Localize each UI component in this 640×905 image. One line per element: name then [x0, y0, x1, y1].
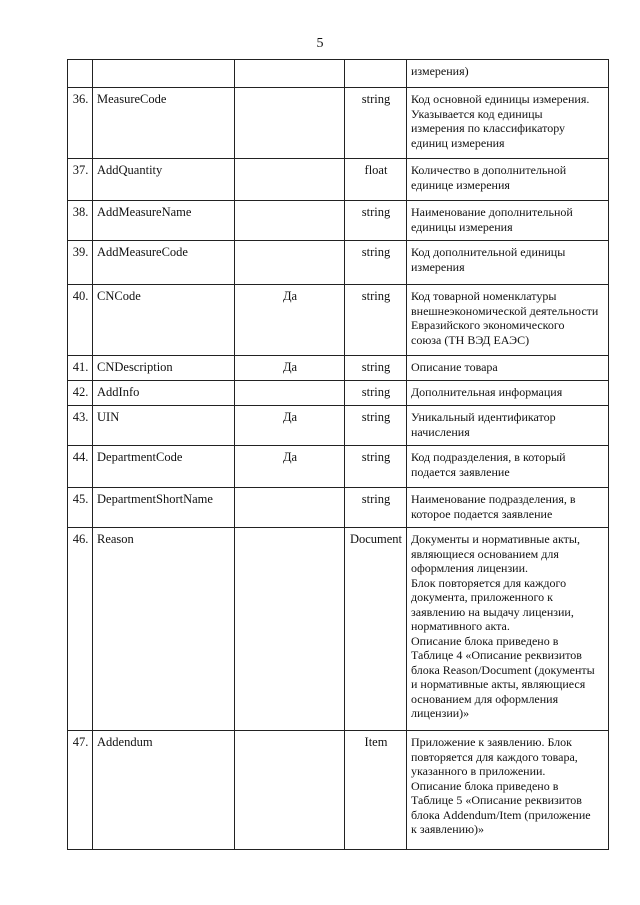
field-description — [407, 731, 609, 850]
description-line: к заявлению)» — [411, 822, 485, 836]
description-line: документа, приложенного к — [411, 590, 553, 604]
description-line: оформления лицензии. — [411, 561, 529, 575]
table-row — [68, 446, 609, 488]
row-number: 37. — [68, 159, 93, 201]
required-flag — [235, 159, 345, 201]
description-line: Описание блока приведено в — [411, 633, 559, 648]
description-line: Код дополнительной единицы — [411, 245, 566, 259]
field-type: Item — [345, 731, 407, 850]
description-line: Приложение к заявлению. Блок — [411, 735, 573, 749]
table-row — [68, 528, 609, 731]
description-line: Евразийского экономического — [411, 318, 565, 332]
description-line: являющиеся основанием для — [411, 546, 559, 561]
field-type: string — [345, 381, 407, 406]
description-line: единиц измерения — [411, 135, 505, 150]
description-line: единице измерения — [411, 177, 510, 192]
table-row — [68, 381, 609, 406]
table-row — [68, 241, 609, 285]
description-line: измерения — [411, 259, 465, 274]
required-flag — [235, 88, 345, 159]
field-description — [407, 241, 609, 285]
description-line: Дополнительная информация — [411, 385, 563, 399]
row-number: 47. — [68, 731, 93, 850]
required-flag — [235, 201, 345, 241]
required-flag: Да — [235, 406, 345, 446]
description-line: и нормативные акты, являющиеся — [411, 677, 586, 691]
description-line: указанного в приложении. — [411, 764, 546, 778]
description-line: Уникальный идентификатор — [411, 410, 556, 424]
field-name: AddMeasureCode — [93, 241, 235, 285]
required-flag — [235, 731, 345, 850]
description-line: Количество в дополнительной — [411, 163, 567, 177]
description-line: Наименование подразделения, в — [411, 492, 576, 506]
description-line: Документы и нормативные акты, — [411, 532, 580, 546]
table-row — [68, 356, 609, 381]
field-description — [407, 159, 609, 201]
description-line: измерения) — [411, 64, 469, 78]
description-line: Код подразделения, в который — [411, 450, 566, 464]
description-line: Описание блока приведено в — [411, 778, 559, 793]
field-name: CNCode — [93, 285, 235, 356]
table-row — [68, 285, 609, 356]
description-line: начисления — [411, 424, 470, 439]
description-line: внешнеэкономической деятельности — [411, 303, 599, 318]
field-type: string — [345, 488, 407, 528]
row-number: 46. — [68, 528, 93, 731]
required-flag — [235, 241, 345, 285]
field-name: MeasureCode — [93, 88, 235, 159]
field-type: string — [345, 88, 407, 159]
description-line: Блок повторяется для каждого — [411, 575, 567, 590]
required-flag — [235, 528, 345, 731]
required-flag: Да — [235, 356, 345, 381]
field-type: string — [345, 285, 407, 356]
row-number: 42. — [68, 381, 93, 406]
field-type: string — [345, 446, 407, 488]
description-line: блока Addendum/Item (приложение — [411, 807, 591, 822]
table-row — [68, 60, 609, 88]
row-number: 43. — [68, 406, 93, 446]
field-description — [407, 406, 609, 446]
field-name: Addendum — [93, 731, 235, 850]
field-description — [407, 88, 609, 159]
description-line: Таблице 4 «Описание реквизитов — [411, 648, 582, 662]
row-number: 40. — [68, 285, 93, 356]
field-type: string — [345, 406, 407, 446]
description-line: заявлению на выдачу лицензии, — [411, 604, 574, 619]
table-row — [68, 159, 609, 201]
field-type: Document — [345, 528, 407, 731]
description-line: измерения по классификатору — [411, 121, 566, 135]
field-type: string — [345, 241, 407, 285]
field-description — [407, 285, 609, 356]
field-description — [407, 60, 609, 88]
row-number: 41. — [68, 356, 93, 381]
field-description — [407, 528, 609, 731]
field-name: Reason — [93, 528, 235, 731]
row-number: 39. — [68, 241, 93, 285]
requisites-table — [67, 59, 609, 850]
field-name: DepartmentShortName — [93, 488, 235, 528]
required-flag — [235, 60, 345, 88]
description-line: Код товарной номенклатуры — [411, 289, 557, 303]
field-name — [93, 60, 235, 88]
field-description — [407, 488, 609, 528]
field-name: CNDescription — [93, 356, 235, 381]
required-flag — [235, 488, 345, 528]
required-flag: Да — [235, 446, 345, 488]
table-row — [68, 201, 609, 241]
description-line: повторяется для каждого товара, — [411, 749, 578, 764]
description-line: которое подается заявление — [411, 506, 553, 521]
table-row — [68, 488, 609, 528]
field-description — [407, 356, 609, 381]
description-line: блока Reason/Document (документы — [411, 662, 595, 677]
field-description — [407, 446, 609, 488]
field-type: float — [345, 159, 407, 201]
row-number: 36. — [68, 88, 93, 159]
table-row — [68, 406, 609, 446]
description-line: союза (ТН ВЭД ЕАЭС) — [411, 332, 530, 347]
row-number: 45. — [68, 488, 93, 528]
field-name: DepartmentCode — [93, 446, 235, 488]
field-description — [407, 381, 609, 406]
description-line: Код основной единицы измерения. — [411, 92, 590, 106]
required-flag — [235, 381, 345, 406]
description-line: Таблице 5 «Описание реквизитов — [411, 793, 582, 807]
row-number: 44. — [68, 446, 93, 488]
field-name: AddInfo — [93, 381, 235, 406]
description-line: подается заявление — [411, 464, 510, 479]
row-number: 38. — [68, 201, 93, 241]
row-number — [68, 60, 93, 88]
table-row — [68, 731, 609, 850]
description-line: лицензии)» — [411, 706, 470, 720]
field-type: string — [345, 201, 407, 241]
field-type — [345, 60, 407, 88]
description-line: Описание товара — [411, 360, 498, 374]
field-description — [407, 201, 609, 241]
field-type: string — [345, 356, 407, 381]
description-line: нормативного акта. — [411, 619, 510, 633]
required-flag: Да — [235, 285, 345, 356]
field-name: UIN — [93, 406, 235, 446]
description-line: основанием для оформления — [411, 691, 559, 706]
field-name: AddMeasureName — [93, 201, 235, 241]
description-line: единицы измерения — [411, 219, 513, 234]
field-name: AddQuantity — [93, 159, 235, 201]
page-number: 5 — [316, 36, 324, 51]
description-line: Наименование дополнительной — [411, 205, 573, 219]
table-row — [68, 88, 609, 159]
description-line: Указывается код единицы — [411, 106, 543, 121]
